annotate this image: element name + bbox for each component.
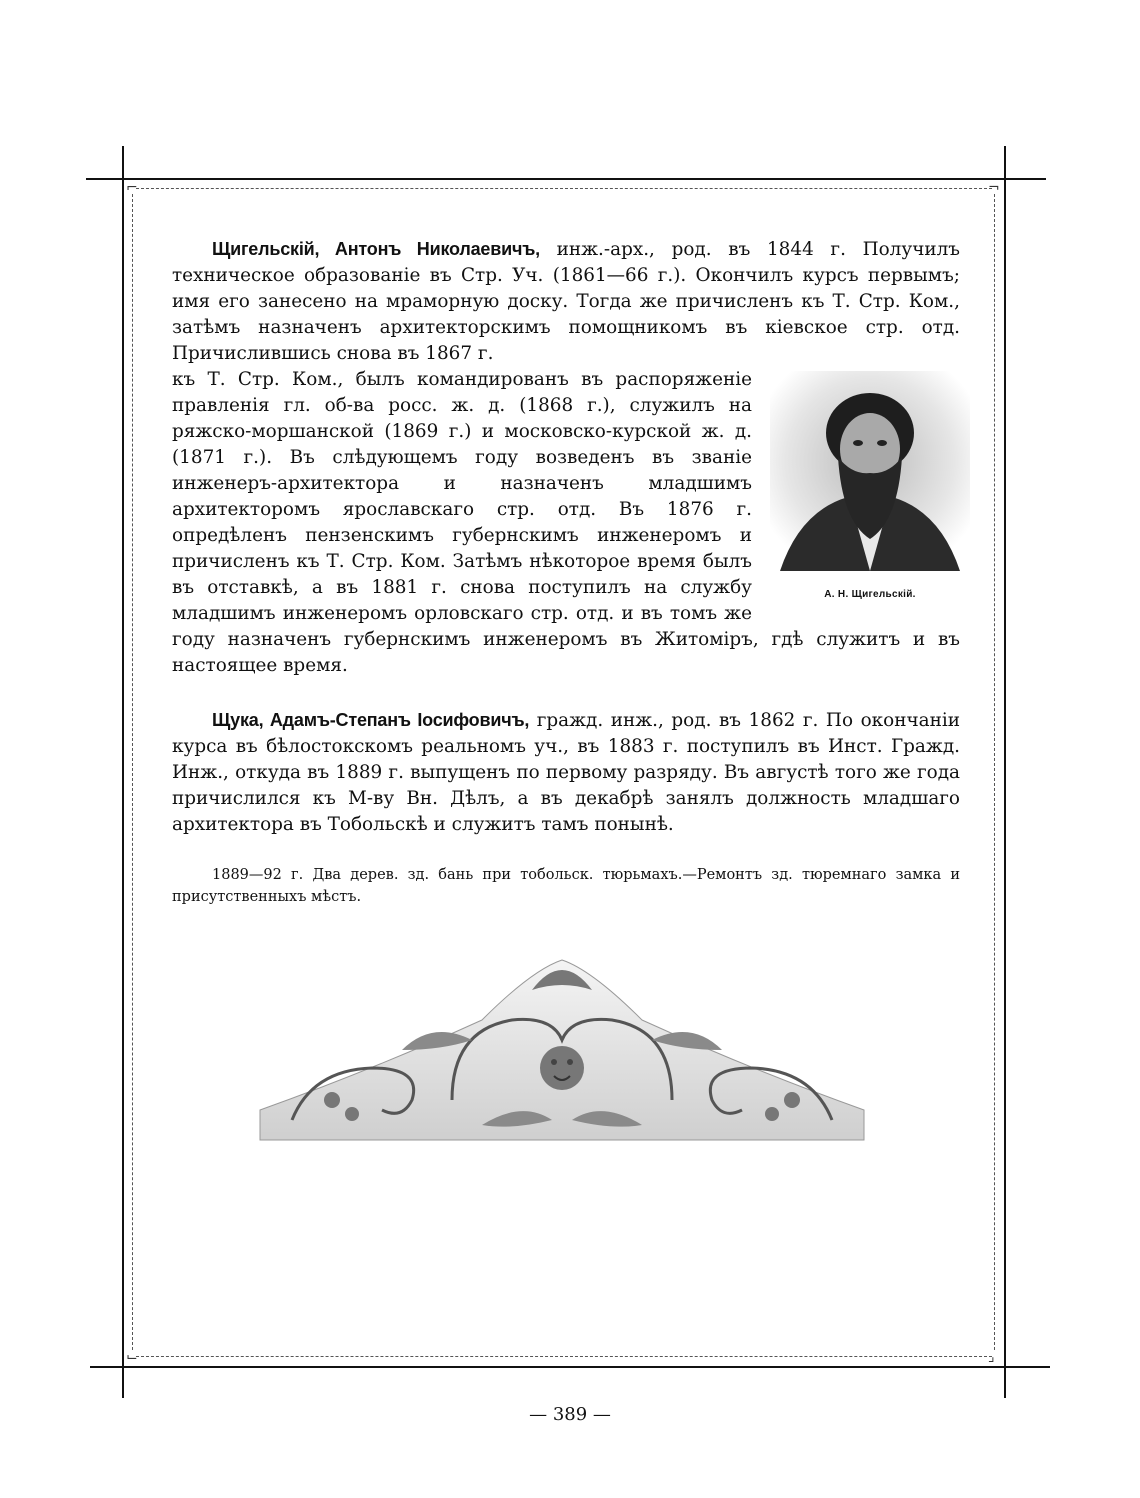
entry-shchigelsky-text-2: къ Т. Стр. Ком., былъ командированъ въ распоряженіе правленія гл. об-ва росс. ж. д. (1868 г.), служилъ на ряжско-моршанской (1869 г.) и московско-курской ж. д. (1871 г.). Въ слѣдующемъ году возведенъ въ званіе инженеръ-архитектора и назначенъ младшимъ архитекторомъ ярославскаго стр. отд. Въ 1876 г. опредѣленъ пензенскимъ губернскимъ инженеромъ и причисленъ къ Т. Стр. Ком. Затѣмъ нѣкоторое время былъ въ отставкѣ, а въ 1881 г. снова поступилъ на службу младшимъ инженеромъ орловскаго стр. отд. и въ томъ же году назначенъ губернскимъ инженеромъ въ Житоміръ, гдѣ служитъ и въ настоящее время.	[172, 369, 960, 676]
portrait-caption: А. Н. Щигельскій.	[824, 589, 916, 600]
inner-frame-bottom	[136, 1356, 992, 1357]
portrait-figure	[770, 371, 970, 600]
frame-right-vertical	[1004, 146, 1006, 1398]
frame-bottom-horizontal	[90, 1366, 1050, 1368]
entry-shchigelsky-text-1: инж.-арх., род. въ 1844 г. Получилъ техническое образованіе въ Стр. Уч. (1861—66 г.). Окончилъ курсъ первымъ; имя его занесено на мраморную доску. Тогда же причисленъ къ Т. Стр. Ком., затѣмъ назначенъ архитекторскимъ помощникомъ въ кіевское стр. отд. Причислившись снова въ 1867 г.	[172, 239, 960, 364]
page-number: — 389 —	[529, 1404, 611, 1425]
corner-bottom-left: ⌙	[126, 1349, 138, 1365]
portrait-photo-icon	[770, 371, 970, 571]
entry-shchigelsky-name: Щигельскій, Антонъ Николаевичъ,	[212, 239, 540, 259]
entry-shchuka-text: гражд. инж., род. въ 1862 г. По окончаніи курса въ бѣлостокскомъ реальномъ уч., въ 1883 г. поступилъ въ Инст. Гражд. Инж., откуда въ 1889 г. выпущенъ по первому разряду. Въ августѣ того же года причислился къ М-ву Вн. Дѣлъ, а въ декабрѣ занялъ должность младшаго архитектора въ Тобольскѣ и служитъ тамъ понынѣ.	[172, 710, 960, 835]
corner-top-left: ⌐	[126, 180, 138, 196]
inner-frame-left	[132, 194, 133, 1350]
frame-top-horizontal	[86, 178, 1046, 180]
frame-left-vertical	[122, 146, 124, 1398]
ornament-illustration-icon	[252, 950, 872, 1146]
entry-shchuka	[172, 707, 960, 838]
inner-frame-top	[136, 188, 992, 189]
entry-shchuka-name: Щука, Адамъ-Степанъ Іосифовичъ,	[212, 710, 530, 730]
corner-bottom-right: ⌟	[988, 1349, 995, 1365]
entry-shchuka-works: 1889—92 г. Два дерев. зд. бань при тобольск. тюрьмахъ.—Ремонтъ зд. тюремнаго замка и присутственныхъ мѣстъ.	[172, 867, 960, 905]
inner-frame-right	[994, 194, 995, 1350]
corner-top-right: ¬	[988, 180, 1000, 196]
main-text	[172, 236, 960, 908]
spacer	[172, 679, 960, 707]
entry-shchigelsky-intro	[172, 236, 960, 367]
